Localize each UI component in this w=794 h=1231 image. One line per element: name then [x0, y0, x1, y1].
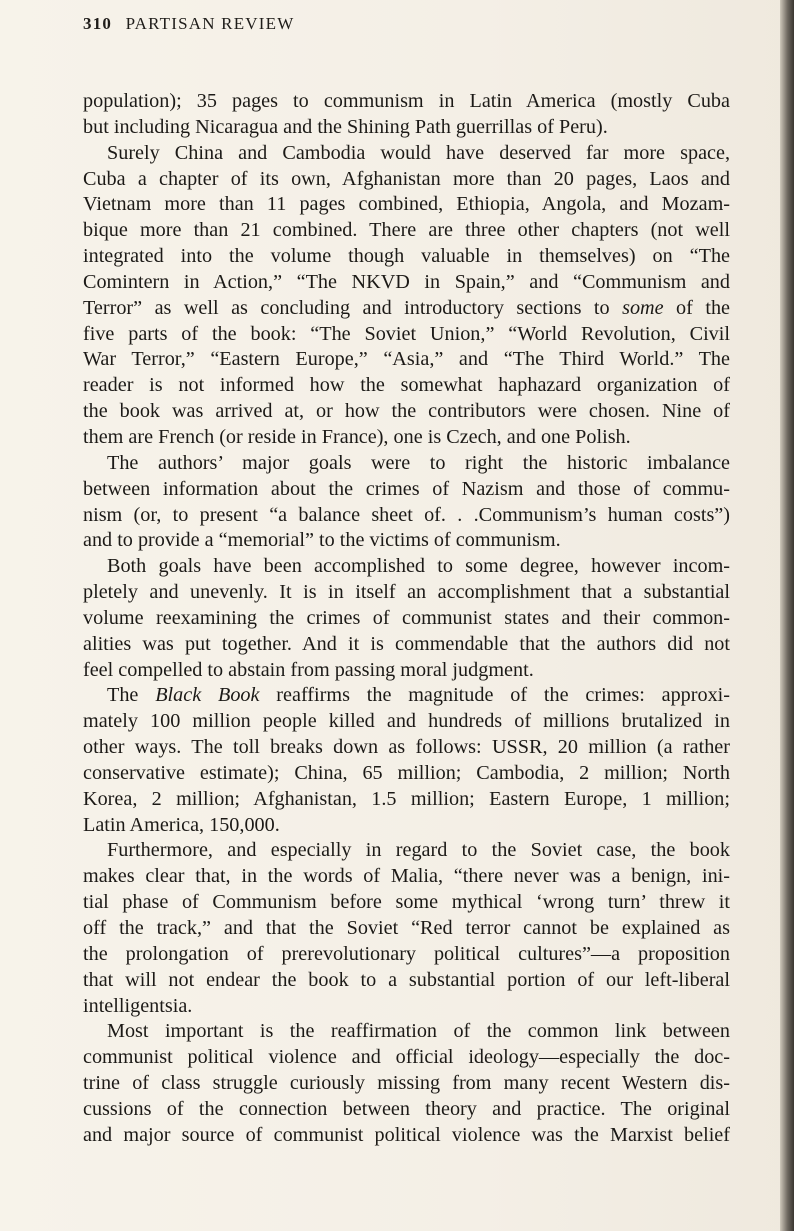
text-line: population); 35 pages to communism in Latin America (mostly Cuba: [83, 90, 730, 112]
binding-edge: [780, 0, 794, 1231]
text-line: Latin America, 150,000.: [83, 813, 280, 836]
text-fragment: The: [107, 684, 156, 707]
text-line: intelligentsia.: [83, 994, 193, 1017]
text-line: off the track,” and that the Soviet “Red terror cannot be explained as: [83, 917, 730, 939]
text-line: bique more than 21 combined. There are three other chapters (not well: [83, 219, 730, 242]
text-line: the prolongation of prerevolutionary political cultures”—a proposition: [83, 942, 730, 965]
paragraph: [83, 683, 730, 838]
text-line: five parts of the book: “The Soviet Union,” “World Revolution, Civil: [83, 322, 730, 345]
text-line: cussions of the connection between theory and practice. The original: [83, 1097, 730, 1120]
text-line: Korea, 2 million; Afghanistan, 1.5 million; Eastern Europe, 1 million;: [83, 787, 730, 810]
text-line: [83, 296, 730, 322]
text-line: Most important is the reaffirmation of the common link between: [107, 1020, 730, 1043]
text-line: The authors’ major goals were to right the historic imbalance: [107, 451, 730, 474]
paragraph: [83, 89, 730, 141]
text-line: Furthermore, and especially in regard to the Soviet case, the book: [107, 839, 730, 862]
text-line: volume reexamining the crimes of communist states and their common-: [83, 606, 730, 629]
text-line: Both goals have been accomplished to some degree, however incom-: [107, 555, 730, 578]
text-line: Cuba a chapter of its own, Afghanistan more than 20 pages, Laos and: [83, 167, 730, 190]
text-line: Vietnam more than 11 pages combined, Ethiopia, Angola, and Mozam-: [83, 193, 730, 216]
text-line: other ways. The toll breaks down as follows: USSR, 20 million (a rather: [83, 736, 730, 759]
text-line: tial phase of Communism before some mythical ‘wrong turn’ threw it: [83, 891, 730, 914]
text-line: nism (or, to present “a balance sheet of. . .Communism’s human costs”): [83, 503, 730, 526]
text-line: alities was put together. And it is commendable that the authors did not: [83, 632, 730, 655]
text-line: integrated into the volume though valuable in themselves) on “The: [83, 245, 730, 268]
paragraph: [83, 141, 730, 451]
text-line: and to provide a “memorial” to the victims of communism.: [83, 529, 561, 552]
text-line: but including Nicaragua and the Shining Path guerrillas of Peru).: [83, 115, 608, 138]
journal-title: PARTISAN REVIEW: [125, 14, 295, 33]
text-line: feel compelled to abstain from passing moral judgment.: [83, 658, 534, 681]
text-line: makes clear that, in the words of Malia, “there never was a benign, ini-: [83, 865, 730, 888]
text-line: Comintern in Action,” “The NKVD in Spain,” and “Communism and: [83, 270, 730, 293]
text-line: communist political violence and official ideology—especially the doc-: [83, 1046, 730, 1069]
text-fragment: reaffirms the magnitude of the crimes: approxi-: [259, 684, 731, 707]
book-title: Black Book: [155, 684, 260, 707]
text-line: between information about the crimes of Nazism and those of commu-: [83, 477, 730, 500]
paragraph: [83, 554, 730, 683]
text-line: them are French (or reside in France), one is Czech, and one Polish.: [83, 425, 631, 448]
text-line: mately 100 million people killed and hundreds of millions brutalized in: [83, 710, 730, 733]
text-line: pletely and unevenly. It is in itself an accomplishment that a substantial: [83, 581, 730, 604]
text-line: trine of class struggle curiously missing from many recent Western dis-: [83, 1072, 730, 1095]
text-line: the book was arrived at, or how the contributors were chosen. Nine of: [83, 400, 730, 423]
paragraph: [83, 1019, 730, 1148]
text-line: and major source of communist political violence was the Marxist belief: [83, 1123, 730, 1146]
emphasized-word: some: [622, 296, 664, 319]
paragraph: [83, 838, 730, 1019]
paragraph: [83, 451, 730, 554]
text-line: Surely China and Cambodia would have deserved far more space,: [107, 141, 730, 164]
body-text: [83, 89, 730, 1149]
text-fragment: Terror” as well as concluding and introductory sections to: [83, 296, 623, 319]
text-line: conservative estimate); China, 65 million; Cambodia, 2 million; North: [83, 761, 730, 784]
text-line: [83, 683, 730, 709]
running-head: [83, 14, 294, 34]
text-fragment: of the: [663, 296, 731, 319]
page-number: 310: [83, 14, 113, 33]
text-line: War Terror,” “Eastern Europe,” “Asia,” and “The Third World.” The: [83, 348, 730, 371]
text-line: that will not endear the book to a substantial portion of our left-liberal: [83, 968, 730, 991]
text-line: reader is not informed how the somewhat haphazard organization of: [83, 374, 730, 397]
